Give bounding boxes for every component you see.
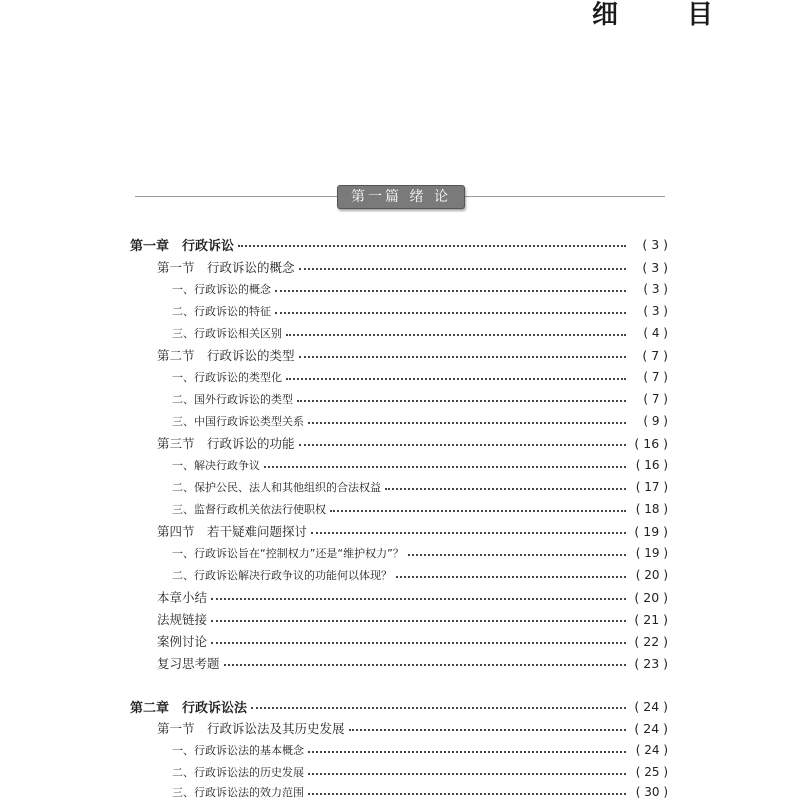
dot-leader (311, 532, 626, 534)
toc-label: 一、解决行政争议 (172, 459, 260, 472)
toc-page-number: ( 23 ) (634, 655, 668, 671)
toc-label: 复习思考题 (157, 656, 220, 671)
toc-item[interactable] (172, 301, 668, 321)
toc-page-number: ( 20 ) (635, 568, 668, 582)
toc-page-number: ( 19 ) (635, 546, 668, 560)
part-divider (135, 185, 665, 209)
toc-label: 本章小结 (157, 590, 208, 605)
toc-label: 二、国外行政诉讼的类型 (172, 393, 293, 406)
toc-item[interactable] (172, 499, 668, 519)
toc-page-number: ( 22 ) (634, 633, 668, 649)
toc-page-number: ( 25 ) (635, 765, 668, 779)
toc-chapter-2[interactable] (130, 696, 668, 716)
dot-leader (396, 576, 626, 578)
toc-item[interactable] (172, 565, 668, 585)
page-title: 细 目 (592, 0, 744, 30)
toc-case-discussion[interactable] (157, 631, 668, 651)
dot-leader (211, 598, 626, 600)
dot-leader (308, 773, 626, 775)
toc-item[interactable] (172, 389, 668, 409)
toc-label: 法规链接 (157, 612, 208, 627)
toc-item[interactable] (172, 323, 668, 343)
toc-label: 三、行政诉讼相关区别 (172, 327, 282, 340)
toc-page-number: ( 4 ) (643, 326, 668, 340)
dot-leader (275, 290, 626, 292)
dot-leader (308, 422, 626, 424)
toc-item[interactable] (172, 367, 668, 387)
toc-label: 第一节 行政诉讼的概念 (157, 260, 295, 275)
toc-label: 一、行政诉讼旨在“控制权力”还是“维护权力”？ (172, 547, 404, 560)
toc-page-number: ( 7 ) (643, 392, 668, 406)
toc-item[interactable] (172, 279, 668, 299)
dot-leader (297, 400, 626, 402)
dot-leader (264, 466, 626, 468)
toc-page-number: ( 30 ) (635, 785, 668, 799)
dot-leader (251, 707, 626, 709)
dot-leader (308, 751, 626, 753)
toc-label: 二、行政诉讼的特征 (172, 305, 271, 318)
toc-item[interactable] (172, 455, 668, 475)
toc-page-number: ( 24 ) (634, 720, 668, 736)
toc-item[interactable] (172, 411, 668, 431)
toc-page-number: ( 16 ) (634, 435, 668, 451)
dot-leader (299, 268, 626, 270)
toc-label: 第四节 若干疑难问题探讨 (157, 524, 308, 539)
toc-page-number: ( 20 ) (634, 589, 668, 605)
toc-item[interactable] (172, 740, 668, 760)
toc-item[interactable] (172, 762, 668, 782)
toc-label: 一、行政诉讼的类型化 (172, 371, 282, 384)
toc-label: 案例讨论 (157, 634, 208, 649)
toc-page-number: ( 18 ) (635, 502, 668, 516)
toc-page-number: ( 3 ) (642, 236, 668, 252)
toc-label: 三、中国行政诉讼类型关系 (172, 415, 304, 428)
dot-leader (299, 444, 626, 446)
dot-leader (224, 664, 626, 666)
toc-label: 第二节 行政诉讼的类型 (157, 348, 295, 363)
toc-page-number: ( 3 ) (643, 304, 668, 318)
toc-page-number: ( 7 ) (642, 347, 668, 363)
toc-label: 三、行政诉讼法的效力范围 (172, 786, 304, 799)
toc-label: 第三节 行政诉讼的功能 (157, 436, 295, 451)
toc-label: 第二章 行政诉讼法 (130, 700, 248, 716)
toc-summary[interactable] (157, 587, 668, 607)
toc-label: 二、行政诉讼解决行政争议的功能何以体现？ (172, 569, 392, 582)
toc-page-number: ( 19 ) (634, 523, 668, 539)
toc-label: 第一章 行政诉讼 (130, 238, 235, 254)
toc-section[interactable] (157, 718, 668, 738)
toc-page-number: ( 24 ) (634, 698, 668, 714)
toc-section[interactable] (157, 345, 668, 365)
part-banner: 第一篇 绪 论 (337, 185, 465, 209)
dot-leader (330, 510, 626, 512)
toc-page-number: ( 3 ) (643, 282, 668, 296)
toc-law-links[interactable] (157, 609, 668, 629)
dot-leader (275, 312, 626, 314)
dot-leader (385, 488, 626, 490)
dot-leader (308, 793, 626, 795)
dot-leader (286, 378, 626, 380)
toc-section[interactable] (157, 257, 668, 277)
toc-page-number: ( 9 ) (643, 414, 668, 428)
toc-review-questions[interactable] (157, 653, 668, 673)
toc-page-number: ( 16 ) (635, 458, 668, 472)
toc-chapter-1[interactable] (130, 234, 668, 254)
toc-page-number: ( 21 ) (634, 611, 668, 627)
dot-leader (211, 642, 626, 644)
toc-label: 第一节 行政诉讼法及其历史发展 (157, 721, 345, 736)
dot-leader (238, 245, 626, 247)
toc-section[interactable] (157, 521, 668, 541)
dot-leader (211, 620, 626, 622)
toc-label: 二、保护公民、法人和其他组织的合法权益 (172, 481, 381, 494)
toc-page-number: ( 3 ) (642, 259, 668, 275)
dot-leader (408, 554, 626, 556)
toc-page-number: ( 17 ) (635, 480, 668, 494)
dot-leader (299, 356, 626, 358)
toc-item[interactable] (172, 782, 668, 802)
toc-label: 三、监督行政机关依法行使职权 (172, 503, 326, 516)
toc-section[interactable] (157, 433, 668, 453)
toc-page-number: ( 7 ) (643, 370, 668, 384)
toc-item[interactable] (172, 477, 668, 497)
dot-leader (286, 334, 626, 336)
toc-item[interactable] (172, 543, 668, 563)
dot-leader (349, 729, 626, 731)
toc-page-number: ( 24 ) (635, 743, 668, 757)
toc-label: 一、行政诉讼的概念 (172, 283, 271, 296)
toc-label: 一、行政诉讼法的基本概念 (172, 744, 304, 757)
toc-label: 二、行政诉讼法的历史发展 (172, 766, 304, 779)
